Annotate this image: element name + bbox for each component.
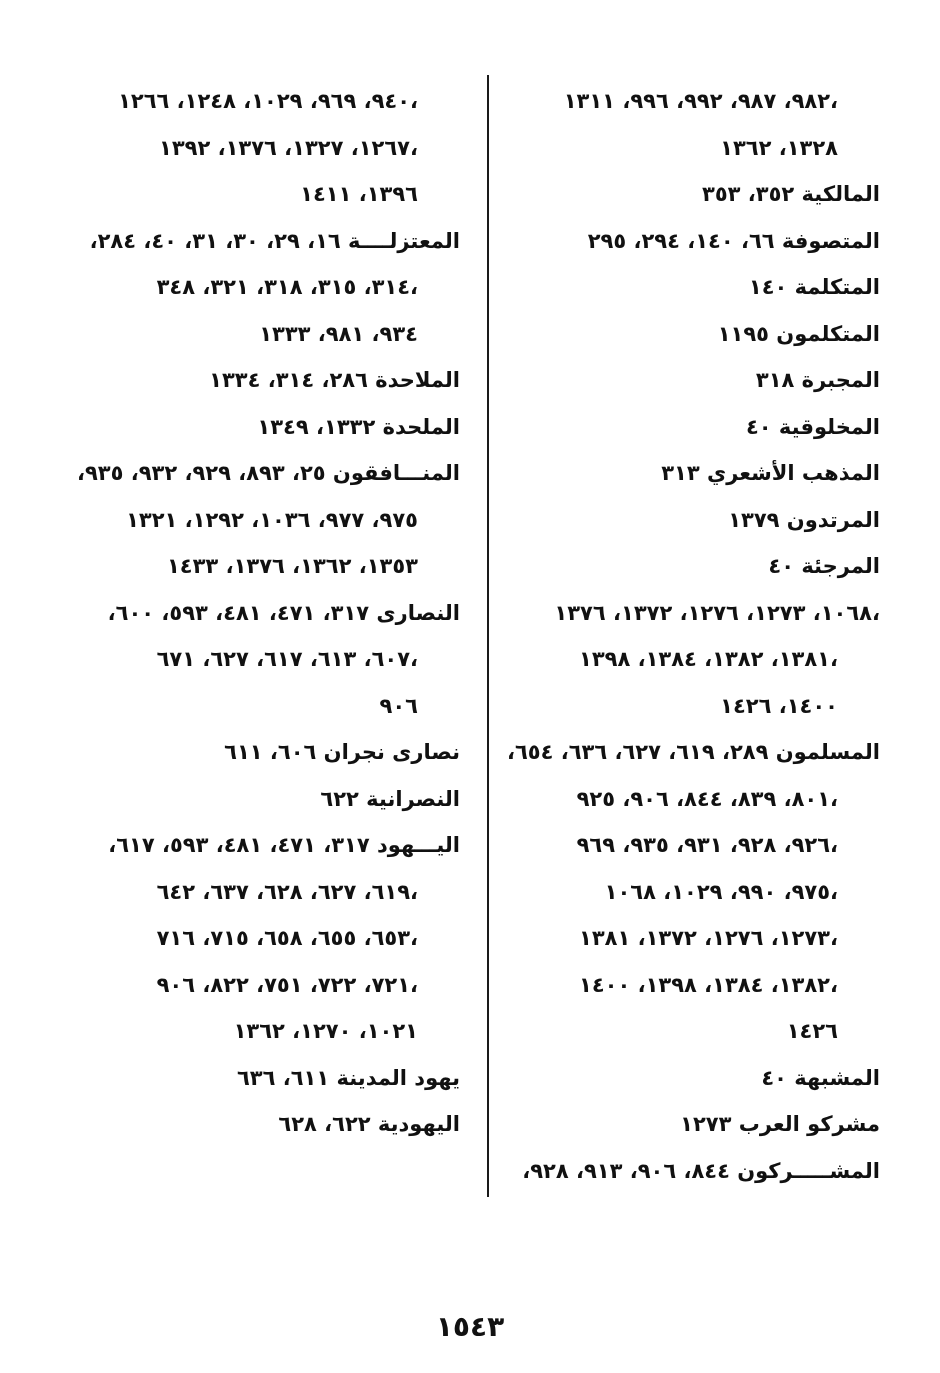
- index-line: ٩٣٤، ٩٨١، ١٣٣٣: [259, 321, 418, 346]
- index-line: اليهودية ٦٢٢، ٦٢٨: [278, 1112, 460, 1136]
- index-line: المشبهة ٤٠: [761, 1065, 880, 1090]
- index-line: ٦٥٣، ٦٥٥، ٦٥٨، ٧١٥، ٧١٦،: [156, 926, 418, 950]
- index-line: ١٤٢٦: [786, 1019, 838, 1043]
- index-column-right: [485, 78, 880, 1194]
- index-line: الملحدة ١٣٣٢، ١٣٤٩: [257, 414, 460, 439]
- index-line: المسلمون ٢٨٩، ٦١٩، ٦٢٧، ٦٣٦، ٦٥٤،: [506, 740, 880, 764]
- index-line: النصرانية ٦٢٢: [320, 786, 460, 811]
- index-line: ١٠٢١، ١٢٧٠، ١٣٦٢: [233, 1019, 418, 1043]
- index-line: المتكلمون ١١٩٥: [717, 321, 880, 346]
- index-column-left: [70, 78, 460, 1148]
- index-line: المرجئة ٤٠: [768, 554, 880, 578]
- index-line: ٩٠٦: [379, 693, 418, 718]
- index-line: النصارى ٣١٧، ٤٧١، ٤٨١، ٥٩٣، ٦٠٠،: [107, 600, 460, 625]
- index-line: ١٣٥٣، ١٣٦٢، ١٣٧٦، ١٤٣٣: [166, 554, 418, 578]
- index-line: ١٢٧٣، ١٢٧٦، ١٣٧٢، ١٣٨١،: [579, 926, 838, 950]
- index-line: المتصوفة ٦٦، ١٤٠، ٢٩٤، ٢٩٥: [587, 228, 880, 253]
- index-line: ٩٢٦، ٩٢٨، ٩٣١، ٩٣٥، ٩٦٩،: [576, 833, 838, 857]
- index-line: المذهب الأشعري ٣١٣: [661, 461, 880, 485]
- index-line: الملاحدة ٢٨٦، ٣١٤، ١٣٣٤: [209, 368, 460, 392]
- index-line: المتكلمة ١٤٠: [748, 275, 880, 299]
- index-line: مشركو العرب ١٢٧٣: [680, 1112, 880, 1136]
- index-line: المرتدون ١٣٧٩: [728, 507, 880, 532]
- index-line: ٣١٤، ٣١٥، ٣١٨، ٣٢١، ٣٤٨،: [156, 275, 418, 299]
- column-divider: [487, 75, 489, 1197]
- page-number: ١٥٤٣: [435, 1310, 505, 1343]
- index-line: المجبرة ٣١٨: [755, 368, 880, 392]
- index-line: ١٣٨٢، ١٣٨٤، ١٣٩٨، ١٤٠٠،: [579, 972, 838, 997]
- index-line: ٧٢١، ٧٢٢، ٧٥١، ٨٢٢، ٩٠٦،: [156, 972, 418, 997]
- index-line: المعتزلــــة ١٦، ٢٩، ٣٠، ٣١، ٤٠، ٢٨٤،: [89, 228, 460, 253]
- index-line: ١٣٢٨، ١٣٦٢: [720, 135, 838, 160]
- index-line: ١٤٠٠، ١٤٢٦: [720, 693, 838, 718]
- index-line: ١٣٩٦، ١٤١١: [300, 182, 418, 206]
- index-line: المنـــافقون ٢٥، ٨٩٣، ٩٢٩، ٩٣٢، ٩٣٥،: [76, 461, 460, 485]
- index-line: ١٣٨١، ١٣٨٢، ١٣٨٤، ١٣٩٨،: [579, 647, 838, 671]
- index-line: ٦١٩، ٦٢٧، ٦٢٨، ٦٣٧، ٦٤٢،: [156, 879, 418, 904]
- index-line: المالكية ٣٥٢، ٣٥٣: [702, 182, 880, 206]
- index-line: المشـــــركون ٨٤٤، ٩٠٦، ٩١٣، ٩٢٨،: [522, 1158, 880, 1183]
- index-line: ٩٧٥، ٩٩٠، ١٠٢٩، ١٠٦٨،: [604, 879, 838, 904]
- index-line: ١٠٦٨، ١٢٧٣، ١٢٧٦، ١٣٧٢، ١٣٧٦،: [554, 600, 880, 625]
- index-line: ٩٤٠، ٩٦٩، ١٠٢٩، ١٢٤٨، ١٢٦٦،: [118, 89, 418, 113]
- index-line: ٩٧٥، ٩٧٧، ١٠٣٦، ١٢٩٢، ١٣٢١: [126, 507, 418, 532]
- index-line: اليـــهود ٣١٧، ٤٧١، ٤٨١، ٥٩٣، ٦١٧،: [108, 833, 460, 857]
- index-line: ٨٠١، ٨٣٩، ٨٤٤، ٩٠٦، ٩٢٥،: [576, 786, 838, 811]
- index-line: المخلوقية ٤٠: [745, 414, 880, 439]
- index-line: يهود المدينة ٦١١، ٦٣٦: [236, 1065, 460, 1090]
- index-line: ١٢٦٧، ١٣٢٧، ١٣٧٦، ١٣٩٢،: [159, 135, 418, 160]
- index-line: ٩٨٢، ٩٨٧، ٩٩٢، ٩٩٦، ١٣١١،: [563, 89, 838, 113]
- index-line: ٦٠٧، ٦١٣، ٦١٧، ٦٢٧، ٦٧١،: [156, 647, 418, 671]
- index-line: نصارى نجران ٦٠٦، ٦١١: [224, 740, 460, 764]
